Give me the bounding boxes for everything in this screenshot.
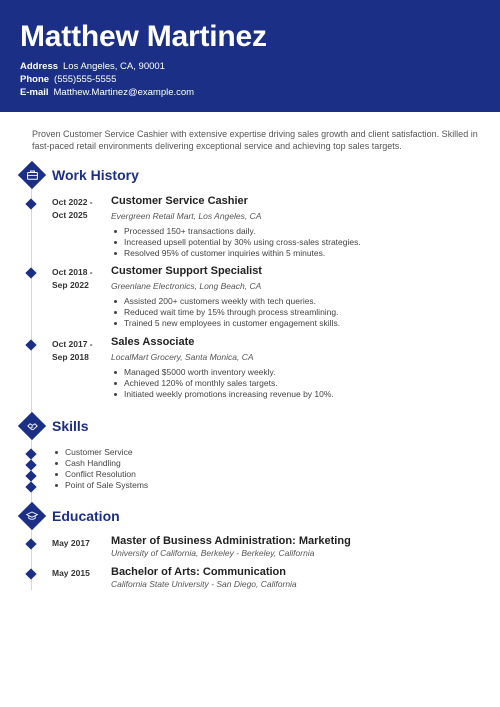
- list-item: Resolved 95% of customer inquiries within 5 minutes.: [114, 248, 361, 259]
- school-name: University of California, Berkeley - Berkeley, California: [111, 548, 315, 558]
- briefcase-icon: [22, 165, 42, 185]
- date-end: Sep 2022: [52, 280, 89, 290]
- list-item: Processed 150+ transactions daily.: [114, 226, 361, 237]
- timeline-dot: [25, 267, 36, 278]
- list-item: Achieved 120% of monthly sales targets.: [114, 378, 334, 389]
- date-end: Oct 2025: [52, 210, 88, 220]
- section-title-skills: Skills: [52, 418, 89, 434]
- job-bullets: [114, 367, 334, 401]
- date-end: Sep 2018: [52, 352, 89, 362]
- company-name: LocalMart Grocery, Santa Monica, CA: [111, 352, 254, 362]
- timeline-dot: [25, 470, 36, 481]
- contact-value: Matthew.Martinez@example.com: [53, 87, 195, 98]
- candidate-name: Matthew Martinez: [20, 20, 267, 53]
- job-title: Sales Associate: [111, 336, 195, 348]
- timeline-dot: [25, 538, 36, 549]
- list-item: Conflict Resolution: [55, 469, 148, 480]
- list-item: Increased upsell potential by 30% using cross-sales strategies.: [114, 237, 361, 248]
- contact-label: E-mail: [20, 87, 49, 98]
- job-title: Customer Service Cashier: [111, 195, 248, 207]
- school-name: California State University - San Diego, California: [111, 579, 297, 589]
- job-date: [52, 266, 93, 292]
- degree-title: Bachelor of Arts: Communication: [111, 566, 286, 578]
- list-item: Managed $5000 worth inventory weekly.: [114, 367, 334, 378]
- degree-title: Master of Business Administration: Marketing: [111, 535, 351, 547]
- contact-value: (555)555-5555: [54, 74, 117, 85]
- section-title-education: Education: [52, 508, 120, 524]
- company-name: Evergreen Retail Mart, Los Angeles, CA: [111, 211, 262, 221]
- job-bullets: [114, 226, 361, 260]
- list-item: Point of Sale Systems: [55, 480, 148, 491]
- date-start: Oct 2018 -: [52, 267, 93, 277]
- contact-value: Los Angeles, CA, 90001: [63, 61, 165, 72]
- handshake-icon: [22, 416, 42, 436]
- date-start: Oct 2022 -: [52, 197, 93, 207]
- date-start: Oct 2017 -: [52, 339, 93, 349]
- company-name: Greenlane Electronics, Long Beach, CA: [111, 281, 262, 291]
- job-date: [52, 196, 93, 222]
- list-item: Initiated weekly promotions increasing revenue by 10%.: [114, 389, 334, 400]
- timeline-dot: [25, 459, 36, 470]
- timeline-dot: [25, 448, 36, 459]
- timeline-dot: [25, 481, 36, 492]
- graduation-cap-icon: [22, 506, 42, 526]
- skills-list: [55, 447, 148, 491]
- resume-header: [0, 0, 500, 112]
- contact-label: Phone: [20, 74, 50, 85]
- professional-summary: Proven Customer Service Cashier with extensive expertise driving sales growth and client satisfaction. Skilled in fast-paced retail environments delivering exceptional service and achieving top sales targets.: [32, 129, 478, 151]
- list-item: Reduced wait time by 15% through process streamlining.: [114, 307, 340, 318]
- list-item: Assisted 200+ customers weekly with tech queries.: [114, 296, 340, 307]
- job-title: Customer Support Specialist: [111, 265, 262, 277]
- list-item: Trained 5 new employees in customer engagement skills.: [114, 318, 340, 329]
- contact-label: Address: [20, 61, 59, 72]
- education-date: May 2015: [52, 568, 90, 578]
- contact-address: [20, 61, 165, 72]
- contact-email: [20, 87, 194, 98]
- section-title-work-history: Work History: [52, 167, 139, 183]
- list-item: Customer Service: [55, 447, 148, 458]
- job-date: [52, 338, 93, 364]
- timeline-dot: [25, 339, 36, 350]
- job-bullets: [114, 296, 340, 330]
- contact-phone: [20, 74, 116, 85]
- timeline-dot: [25, 198, 36, 209]
- list-item: Cash Handling: [55, 458, 148, 469]
- education-date: May 2017: [52, 538, 90, 548]
- timeline-dot: [25, 568, 36, 579]
